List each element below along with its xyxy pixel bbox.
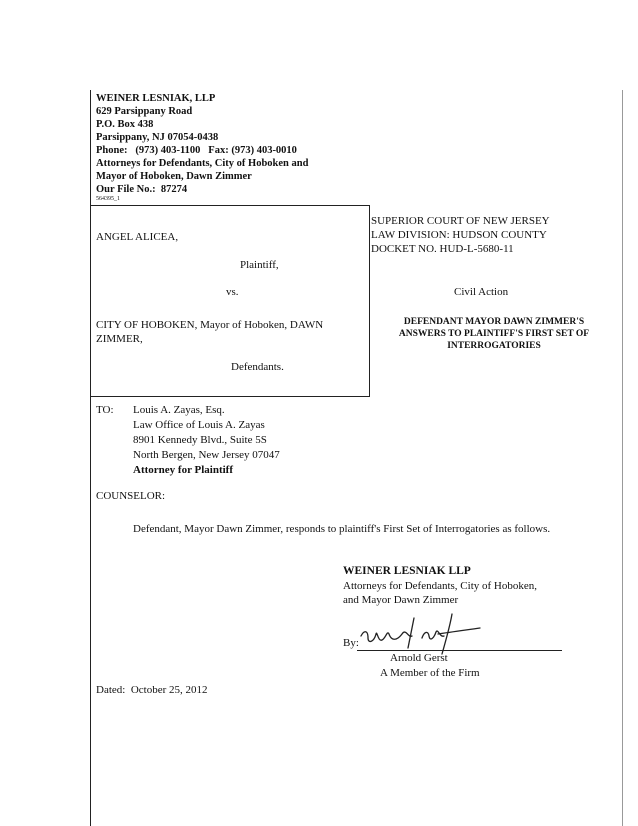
title-line: INTERROGATORIES bbox=[447, 341, 541, 351]
response-statement: Defendant, Mayor Dawn Zimmer, responds to plaintiff's First Set of Interrogatories as follows. bbox=[133, 523, 551, 535]
signer-title: A Member of the Firm bbox=[380, 667, 480, 679]
firm-header-line: Attorneys for Defendants, City of Hoboken and bbox=[96, 158, 309, 169]
firm-header-line: Mayor of Hoboken, Dawn Zimmer bbox=[96, 171, 252, 182]
defendant-role: Defendants. bbox=[231, 361, 284, 373]
caption-top-rule bbox=[90, 205, 369, 206]
caption-right-rule bbox=[369, 205, 370, 396]
handwritten-signature bbox=[356, 608, 506, 658]
title-line: DEFENDANT MAYOR DAWN ZIMMER'S bbox=[403, 317, 585, 327]
firm-header-line: 629 Parsippany Road bbox=[96, 106, 193, 117]
to-label: TO: bbox=[96, 404, 114, 416]
court-line-2: LAW DIVISION: HUDSON COUNTY bbox=[371, 229, 547, 241]
plaintiff-role: Plaintiff, bbox=[240, 259, 279, 271]
addressee-role: Attorney for Plaintiff bbox=[133, 464, 233, 476]
signature-line-2: and Mayor Dawn Zimmer bbox=[343, 594, 459, 606]
court-line-1: SUPERIOR COURT OF NEW JERSEY bbox=[371, 215, 550, 227]
addressee-line: 8901 Kennedy Blvd., Suite 5S bbox=[133, 434, 267, 446]
document-title bbox=[372, 316, 616, 352]
signature-line-1: Attorneys for Defendants, City of Hoboken, bbox=[343, 580, 537, 592]
firm-header-line: P.O. Box 438 bbox=[96, 119, 154, 130]
versus: vs. bbox=[226, 286, 239, 298]
left-margin-rule bbox=[90, 90, 91, 826]
by-label: By: bbox=[343, 637, 359, 649]
right-margin-rule bbox=[622, 90, 623, 826]
defendant-line-2: ZIMMER, bbox=[96, 333, 143, 345]
dated: Dated: October 25, 2012 bbox=[96, 684, 208, 696]
civil-action: Civil Action bbox=[454, 286, 509, 298]
addressee-line: Law Office of Louis A. Zayas bbox=[133, 419, 265, 431]
firm-header-line: Our File No.: 87274 bbox=[96, 184, 188, 195]
addressee-line: Louis A. Zayas, Esq. bbox=[133, 404, 225, 416]
caption-bottom-rule bbox=[90, 396, 370, 397]
signer-name: Arnold Gerst bbox=[390, 652, 448, 664]
plaintiff-name: ANGEL ALICEA, bbox=[96, 231, 179, 243]
firm-header-line: Parsippany, NJ 07054-0438 bbox=[96, 132, 219, 143]
addressee-line: North Bergen, New Jersey 07047 bbox=[133, 449, 280, 461]
docket-number: DOCKET NO. HUD-L-5680-11 bbox=[371, 243, 514, 255]
firm-header-line: WEINER LESNIAK, LLP bbox=[96, 93, 216, 104]
signature-firm: WEINER LESNIAK LLP bbox=[343, 565, 471, 577]
defendant-line-1: CITY OF HOBOKEN, Mayor of Hoboken, DAWN bbox=[96, 319, 324, 331]
salutation: COUNSELOR: bbox=[96, 490, 166, 502]
title-line: ANSWERS TO PLAINTIFF'S FIRST SET OF bbox=[398, 329, 590, 339]
document-id: 564395_1 bbox=[96, 196, 120, 202]
firm-header-line: Phone: (973) 403-1100 Fax: (973) 403-0010 bbox=[96, 145, 297, 156]
